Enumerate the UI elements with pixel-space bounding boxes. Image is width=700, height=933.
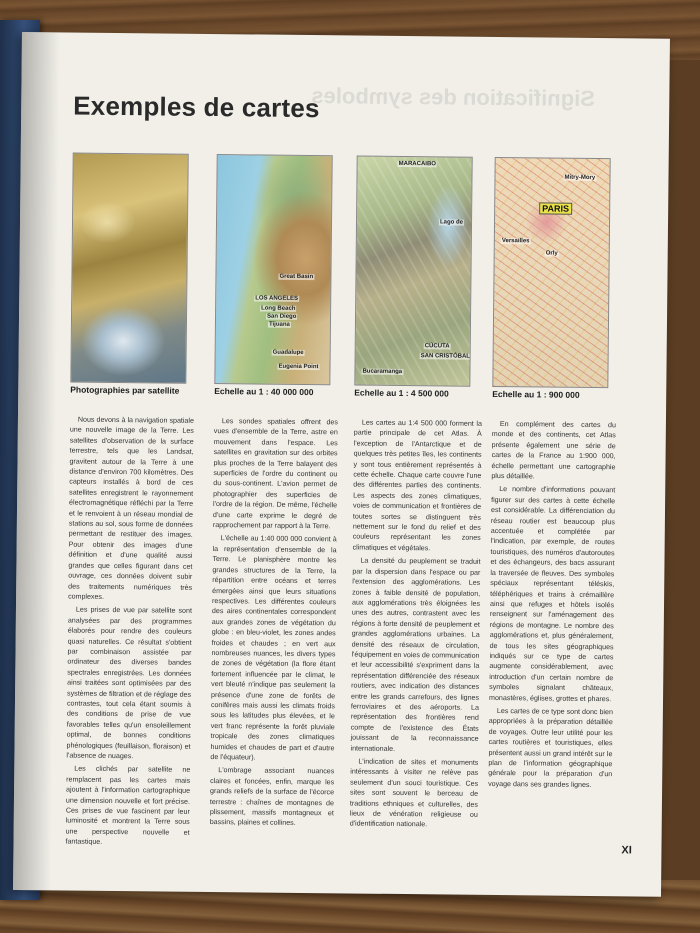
map-label: Great Basin — [279, 273, 314, 281]
paragraph: En complément des cartes du monde et des continents, cet Atlas présente également une série de cartes de la France au 1:900 000, échelle permettant une cartographie plus détaillée. — [491, 420, 616, 481]
map-label: Mitry-Mory — [564, 174, 596, 182]
paragraph: Les cartes au 1:4 500 000 forment la partie principale de cet Atlas. À l'exception de l'Antarctique et de quelques très petites îles, les continents y sont tous entièrement représentés à cette échelle. Chaque carte couvre l'une des différentes parties des continents. Les aspects des zones climatiques, voies de communication et frontières de toutes sortes se distinguent très nettement sur le fond du relief et des couleurs représentant les zones climatiques et végétales. — [352, 418, 482, 553]
text-column-detailed-scale — [488, 419, 616, 793]
map-caption: Photographies par satellite — [70, 384, 180, 396]
map-label: Eugenia Point — [278, 363, 319, 371]
paragraph: La densité du peuplement se traduit par la dispersion dans l'espace ou par l'extension des agglomérations. Les zones à faible densité de population, aux agglomérations très éloignées les unes des autres, contrastent avec les régions à forte densité de peuplement et grandes agglomérations urbaines. La densité des réseaux de circulation, l'équipement en voies de communication et leur accessibilité s'expriment dans la représentation différenciée des réseaux routiers, avec indication des distances entre les grands carrefours, des lignes ferroviaires et des aéroports. La représentation des frontières rend compte de l'existence des États jouissant de la reconnaissance internationale. — [350, 556, 481, 753]
page-gutter-shadow — [13, 32, 60, 890]
map-city-label: PARIS — [539, 202, 572, 214]
map-label: Guadalupe — [272, 349, 304, 356]
map-caption: Echelle au 1 : 900 000 — [492, 388, 580, 400]
satellite-photo — [70, 153, 188, 384]
paragraph: L'échelle au 1:40 000 000 convient à la représentation d'ensemble de la Terre. Le planisphère montre les grandes structures de la Terre, la répartition entre océans et terres émergées ainsi que leurs situations respectives. Les différentes couleurs des aires continentales correspondent aux grandes zones de végétation du globe : en bleu-violet, les zones andes froides et chaudes ; en vert aux nombreuses nuances, les divers types de zones de végétation (la flore étant fortement influencée par le climat, le vert bleuté n'indique pas seulement la présence d'une zone de forêts de conifères mais aussi les climats froids sous les latitudes plus élevées, et le vert franc représente la forêt pluviale tropicale des zones climatiques humides et chaudes de part et d'autre de l'équateur). — [210, 534, 337, 762]
paragraph: Les clichés par satellite ne remplacent pas les cartes mais ajoutent à l'information cartographique une dimension nouvelle et fort précise. Ces prises de vue fascinent par leur luminosité et montrent la Terre sous une perspective nouvelle et fantastique. — [65, 764, 191, 847]
map-label: SAN CRISTÓBAL — [420, 353, 470, 360]
map-label: Orly — [545, 250, 558, 257]
map-world-scale — [214, 154, 332, 385]
paragraph: Les cartes de ce type sont donc bien appropriées à la préparation détaillée de voyages. Outre leur utilité pour les cartes routières et touristiques, elles présentent aussi un grand intérêt sur le plan de l'information géographique générale pour la préparation d'un voyage dans ses grandes lignes. — [488, 706, 613, 789]
map-label: MARACAIBO — [398, 160, 437, 168]
map-label: Tijuana — [268, 321, 290, 328]
map-label: Versailles — [501, 238, 530, 245]
map-detailed-scale — [492, 157, 610, 388]
page-title: Exemples de cartes — [73, 90, 320, 124]
map-label: San Diego — [267, 313, 297, 320]
paragraph: L'ombrage associant nuances claires et foncées, enfin, marque les grands reliefs de la surface de l'écorce terrestre : chaînes de montagnes de plissement, massifs montagneux et bassins, plaines et collines. — [209, 766, 335, 828]
paragraph: Les sondes spatiales offrent des vues d'ensemble de la Terre, astre en mouvement dans l'espace. Les satellites en gravitation sur des orbites plus proches de la Terre balayent des superficies de l'ordre du continent ou du sous-continent. L'avion permet de photographier des superficies de l'ordre de la région. De même, l'échelle d'une carte exprime le degré de rapprochement par rapport à la Terre. — [212, 417, 338, 531]
paragraph: Nous devons à la navigation spatiale une nouvelle image de la Terre. Les satellites d'observation de la surface terrestre, tels que les Landsat, gravitent autour de la Terre à une distance d'environ 700 kilomètres. Des capteurs installés à bord de ces satellites enregistrent le rayonnement électromagnétique réfléchi par la Terre et le renvoient à un réseau mondial de stations au sol, sous forme de données permettant de restituer des images. Pour obtenir des images d'une définition et d'une qualité aussi grandes que celles figurant dans cet ouvrage, ces données doivent subir des traitements numériques très complexes. — [68, 415, 194, 601]
atlas-page — [13, 32, 670, 897]
show-through-title: Signification des symboles — [311, 83, 596, 112]
text-column-satellite — [65, 415, 194, 852]
map-label: Lago de — [439, 219, 464, 226]
map-regional-scale — [354, 156, 472, 387]
text-column-world-scale — [210, 416, 338, 832]
page-number: XI — [621, 844, 632, 857]
map-caption: Echelle au 1 : 40 000 000 — [214, 386, 314, 398]
map-label: LOS ANGELES — [255, 295, 299, 302]
text-column-regional-scale — [350, 417, 482, 833]
map-caption: Echelle au 1 : 4 500 000 — [354, 387, 449, 399]
paragraph: Les prises de vue par satellite sont analysées par des programmes élaborés pour rendre des couleurs quasi naturelles. Ce résultat s'obtient par combinaison assistée par ordinateur des diverses bandes spectrales enregistrées. Les données ainsi traitées sont optimisées par des systèmes de filtration et de réglage des contrastes, tout cela étant soumis à des conditions de prise de vue favorables telles qu'un ensoleillement optimal, de bonnes conditions phénologiques (feuillaison, floraison) et l'absence de nuages. — [66, 605, 192, 761]
map-label: Bucaramanga — [362, 368, 403, 375]
paragraph: Le nombre d'informations pouvant figurer sur des cartes à cette échelle est considérable. La différenciation du réseau routier est beaucoup plus accentuée et complétée par l'indication, par exemple, de routes touristiques, des numéros d'autoroutes et des échangeurs, des bacs assurant la traversée de fleuves. Des symboles spéciaux représentant téléskis, téléphériques et trains à crémaillère ainsi que refuges et hôtels isolés renseignent sur l'aménagement des régions de montagne. Le nombre des agglomérations et, plus généralement, de tous les sites géographiques indiqués sur ce type de cartes augmente considérablement, avec introduction d'un certain nombre de symboles signalant châteaux, monastères, églises, grottes et phares. — [489, 485, 616, 703]
map-label: CÚCUTA — [424, 343, 450, 350]
map-label: Long Beach — [261, 305, 296, 312]
paragraph: L'indication de sites et monuments intéressants à visiter ne relève pas seulement d'un souci touristique. Ces sites sont souvent le berceau de traditions ethniques et culturelles, des lieux de vénération religieuse ou d'identification nationale. — [349, 757, 479, 829]
